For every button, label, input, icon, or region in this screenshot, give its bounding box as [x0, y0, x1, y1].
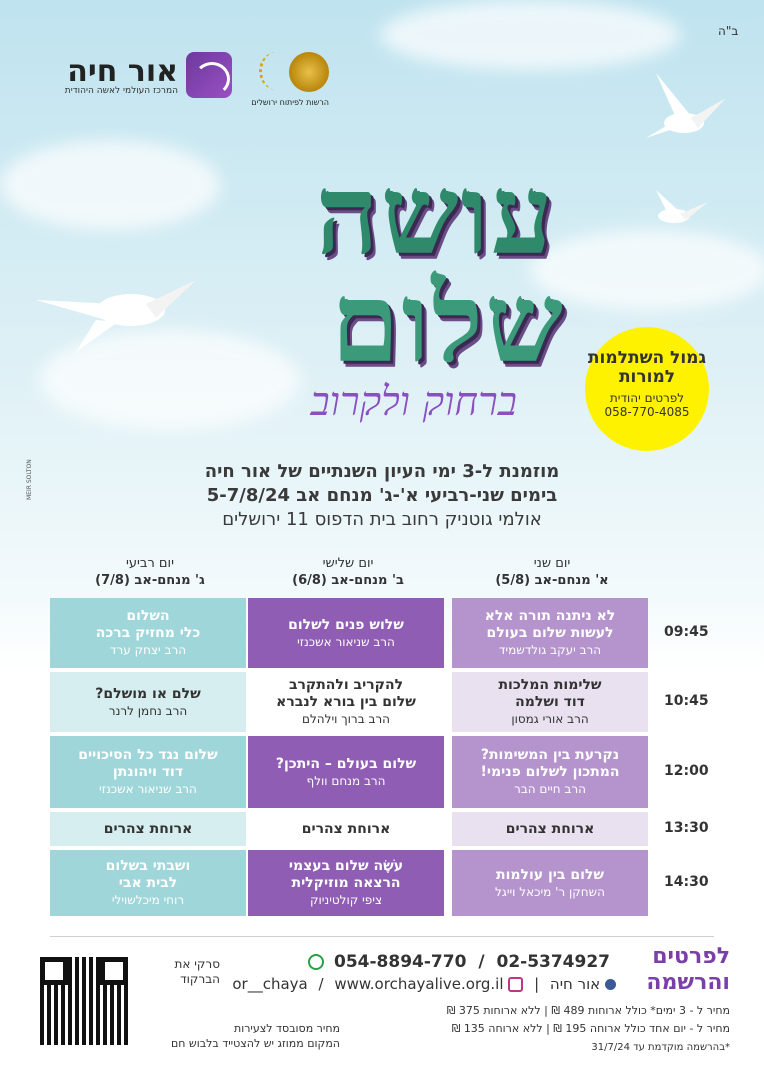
day-header	[50, 555, 250, 589]
event-title	[205, 150, 565, 425]
session-cell	[50, 598, 246, 668]
separator: |	[534, 975, 540, 993]
session-speaker: הרב חיים הבר	[514, 782, 586, 796]
session-time: 14:30	[664, 874, 709, 890]
logo-tagline: המרכז העולמי לאשה היהודית	[64, 86, 178, 96]
divider	[50, 936, 714, 937]
session-speaker: הרב אורי גמסון	[511, 712, 589, 726]
session-title: שלום בעולם – היתכן?	[275, 755, 417, 772]
seal-icon	[289, 52, 329, 92]
facebook-link[interactable]: אור חיה	[549, 975, 601, 993]
session-title: שלימות המלכות דוד ושלמה	[498, 677, 602, 710]
badge-contact: לפרטים יהודית	[609, 391, 685, 405]
session-time: 09:45	[664, 624, 709, 640]
early-registration-note: *בהרשמה מוקדמת עד 31/7/24	[591, 1042, 730, 1053]
session-title: שלם או מושלם?	[95, 685, 201, 702]
instagram-link[interactable]: or__chaya	[232, 975, 308, 993]
session-cell	[452, 812, 648, 846]
qr-code[interactable]	[40, 957, 128, 1045]
session-speaker: הרב שניאור אשכנזי	[99, 782, 197, 796]
session-speaker: רוחי מיכלשוילי	[111, 893, 185, 907]
session-cell	[248, 672, 444, 732]
session-title: שלום בין עולמות	[496, 866, 604, 883]
session-cell	[452, 850, 648, 916]
phone-office[interactable]: 02-5374927	[496, 952, 610, 972]
session-cell	[50, 736, 246, 808]
instagram-icon	[508, 977, 523, 992]
website-link[interactable]: www.orchayalive.org.il	[334, 975, 504, 993]
intro-line-3: אולמי גוטניק רחוב בית הדפוס 11 ירושלים	[222, 509, 542, 530]
session-title: ושבתי בשלום לבית אבי	[105, 858, 191, 891]
session-title: עֹשֶׂה שלום בעצמי הרצאה מוזיקלית	[288, 858, 404, 891]
day-name: יום רביעי	[125, 556, 174, 571]
dove-icon	[634, 188, 714, 238]
session-cell	[452, 736, 648, 808]
day-date: ב' מנחם-אב (6/8)	[292, 573, 404, 588]
cloud	[380, 0, 680, 70]
phone-separator: /	[478, 952, 485, 972]
session-time: 12:00	[664, 763, 709, 779]
price-3-days: מחיר ל - 3 ימים* כולל ארוחות 489 ₪ | ללא ארוחות 375 ₪	[446, 1004, 730, 1017]
teacher-credit-badge	[585, 327, 709, 451]
session-cell	[50, 812, 246, 846]
day-date: א' מנחם-אב (5/8)	[495, 573, 609, 588]
title-line-1: עושה	[315, 150, 555, 279]
session-cell	[452, 598, 648, 668]
intro-line-2: בימים שני-רביעי א'-ג' מנחם אב 5-7/8/24	[206, 485, 558, 506]
session-title: ארוחת צהרים	[505, 820, 595, 837]
session-speaker: הרב שניאור אשכנזי	[297, 634, 395, 649]
session-time: 13:30	[664, 820, 709, 836]
web-links	[232, 975, 616, 993]
badge-phone: 058-770-4085	[604, 405, 690, 419]
session-speaker: הרב יעקב גולדשמיד	[498, 643, 602, 657]
cloud	[530, 230, 764, 310]
facebook-icon	[605, 979, 616, 990]
session-title: לא ניתנה תורה אלא לעשות שלום בעולם	[484, 608, 616, 641]
session-cell	[248, 812, 444, 846]
price-1-day: מחיר ל - יום אחד כולל ארוחה 195 ₪ | ללא ארוחה 135 ₪	[451, 1022, 730, 1035]
day-header	[248, 555, 448, 589]
day-name: יום שלישי	[322, 556, 374, 571]
badge-title: גמול השתלמות למורות	[587, 348, 707, 387]
session-title: ארוחת צהרים	[301, 820, 391, 837]
qr-caption: סרקי את הברקוד	[174, 957, 220, 986]
session-speaker: השחקן ר' מיכאל וייגל	[495, 884, 605, 899]
or-chaya-mark-icon	[186, 52, 232, 98]
session-title: השלום כלי מחזיק ברכה	[95, 608, 201, 641]
session-cell	[248, 850, 444, 916]
design-credit: MEIR SOLTON	[26, 459, 33, 500]
separator: /	[318, 975, 324, 993]
day-header	[452, 555, 652, 589]
dove-icon	[636, 68, 736, 158]
dove-icon	[36, 260, 206, 360]
cloud	[0, 140, 220, 230]
register-heading: לפרטים והרשמה	[646, 944, 730, 995]
session-cell	[248, 736, 444, 808]
session-title: שלום נגד כל הסיכויים דוד ויהונתן	[78, 747, 218, 780]
logo-name: אור חיה	[67, 54, 178, 89]
intro-line-1: מוזמנת ל-3 ימי העיון השנתיים של אור חיה	[204, 461, 560, 482]
day-date: ג' מנחם-אב (7/8)	[95, 573, 205, 588]
session-title: נקרעת בין המשימות? המתכון לשלום פנימי!	[480, 747, 620, 780]
seating-note: המקום ממוזג יש להצטייד בלבוש חם	[170, 1037, 340, 1050]
session-speaker: הרב יצחק ערד	[109, 643, 187, 657]
phone-mobile[interactable]: 054-8894-770	[334, 952, 467, 972]
session-speaker: ציפי קולטיניוק	[309, 893, 383, 907]
title-line-2: שלום	[330, 258, 565, 387]
session-title: להקריב ולהתקרב שלום בין בורא לנברא	[276, 677, 416, 710]
youth-note	[170, 1021, 340, 1051]
session-title: שלוש פנים לשלום	[288, 616, 404, 633]
jerusalem-logo	[251, 52, 329, 107]
event-info	[0, 460, 764, 532]
session-cell	[50, 850, 246, 916]
day-name: יום שני	[533, 556, 571, 571]
session-speaker: הרב נחמן לרנר	[108, 703, 188, 718]
session-title: ארוחת צהרים	[103, 820, 193, 837]
bh-mark: ב"ה	[718, 24, 739, 38]
session-cell	[452, 672, 648, 732]
session-cell	[248, 598, 444, 668]
session-time: 10:45	[664, 693, 709, 709]
youth-price: מחיר מסובסד לצעירות	[234, 1022, 340, 1035]
jerusalem-logo-text: הרשות לפיתוח ירושלים	[251, 98, 329, 107]
session-speaker: הרב מנחם וולף	[306, 773, 386, 788]
phone-numbers	[330, 952, 610, 972]
session-speaker: הרב ברוך וילהלם	[302, 712, 391, 726]
session-cell	[50, 672, 246, 732]
stars-icon	[259, 52, 294, 90]
title-subtitle: ברחוק ולקרוב	[310, 379, 517, 425]
whatsapp-icon	[308, 954, 324, 970]
